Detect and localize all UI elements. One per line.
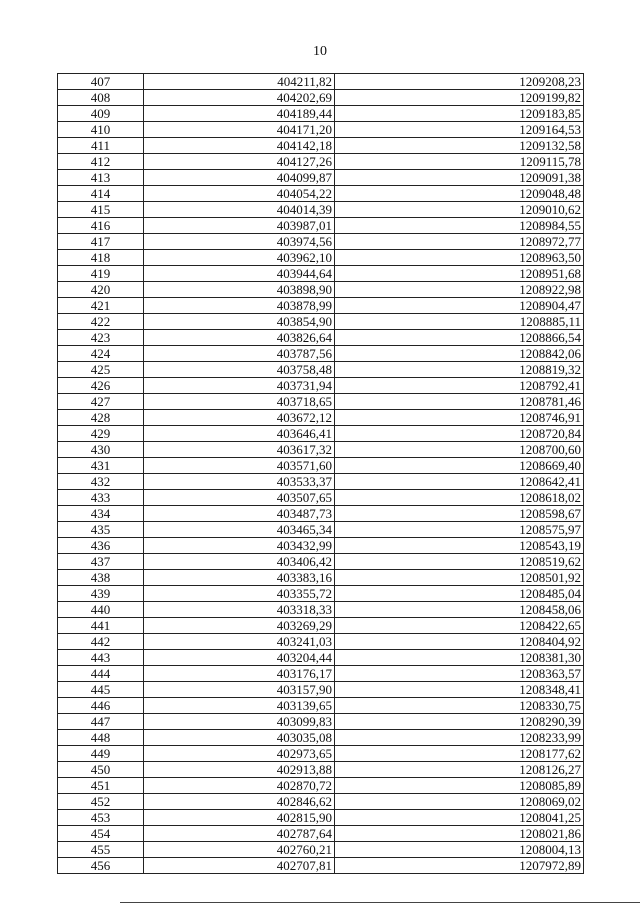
point-number-cell: 454 xyxy=(58,826,144,842)
table-row xyxy=(58,154,584,170)
y-coordinate-cell: 1208330,75 xyxy=(335,698,584,714)
y-coordinate-cell: 1208363,57 xyxy=(335,666,584,682)
point-number-cell: 436 xyxy=(58,538,144,554)
table-row xyxy=(58,330,584,346)
table-row xyxy=(58,90,584,106)
y-coordinate-cell: 1208951,68 xyxy=(335,266,584,282)
x-coordinate-cell: 403318,33 xyxy=(144,602,335,618)
x-coordinate-cell: 402846,62 xyxy=(144,794,335,810)
point-number-cell: 409 xyxy=(58,106,144,122)
table-row xyxy=(58,602,584,618)
table-row xyxy=(58,842,584,858)
table-row xyxy=(58,858,584,874)
table-row xyxy=(58,490,584,506)
y-coordinate-cell: 1208422,65 xyxy=(335,618,584,634)
y-coordinate-cell: 1208085,89 xyxy=(335,778,584,794)
point-number-cell: 444 xyxy=(58,666,144,682)
point-number-cell: 455 xyxy=(58,842,144,858)
table-row xyxy=(58,746,584,762)
table-row xyxy=(58,634,584,650)
x-coordinate-cell: 404189,44 xyxy=(144,106,335,122)
y-coordinate-cell: 1208984,55 xyxy=(335,218,584,234)
y-coordinate-cell: 1209164,53 xyxy=(335,122,584,138)
y-coordinate-cell: 1208233,99 xyxy=(335,730,584,746)
x-coordinate-cell: 404014,39 xyxy=(144,202,335,218)
table-row xyxy=(58,186,584,202)
y-coordinate-cell: 1208458,06 xyxy=(335,602,584,618)
x-coordinate-cell: 403406,42 xyxy=(144,554,335,570)
point-number-cell: 453 xyxy=(58,810,144,826)
x-coordinate-cell: 403787,56 xyxy=(144,346,335,362)
point-number-cell: 426 xyxy=(58,378,144,394)
table-row xyxy=(58,570,584,586)
x-coordinate-cell: 404211,82 xyxy=(144,74,335,90)
y-coordinate-cell: 1208501,92 xyxy=(335,570,584,586)
point-number-cell: 427 xyxy=(58,394,144,410)
table-row xyxy=(58,202,584,218)
point-number-cell: 411 xyxy=(58,138,144,154)
y-coordinate-cell: 1208519,62 xyxy=(335,554,584,570)
y-coordinate-cell: 1208885,11 xyxy=(335,314,584,330)
point-number-cell: 419 xyxy=(58,266,144,282)
y-coordinate-cell: 1209183,85 xyxy=(335,106,584,122)
point-number-cell: 420 xyxy=(58,282,144,298)
y-coordinate-cell: 1208381,30 xyxy=(335,650,584,666)
point-number-cell: 421 xyxy=(58,298,144,314)
x-coordinate-cell: 402707,81 xyxy=(144,858,335,874)
point-number-cell: 443 xyxy=(58,650,144,666)
y-coordinate-cell: 1208177,62 xyxy=(335,746,584,762)
x-coordinate-cell: 402870,72 xyxy=(144,778,335,794)
y-coordinate-cell: 1208004,13 xyxy=(335,842,584,858)
x-coordinate-cell: 403617,32 xyxy=(144,442,335,458)
table-row xyxy=(58,506,584,522)
point-number-cell: 423 xyxy=(58,330,144,346)
y-coordinate-cell: 1208598,67 xyxy=(335,506,584,522)
point-number-cell: 450 xyxy=(58,762,144,778)
point-number-cell: 442 xyxy=(58,634,144,650)
table-row xyxy=(58,650,584,666)
point-number-cell: 412 xyxy=(58,154,144,170)
y-coordinate-cell: 1209048,48 xyxy=(335,186,584,202)
y-coordinate-cell: 1208792,41 xyxy=(335,378,584,394)
y-coordinate-cell: 1208575,97 xyxy=(335,522,584,538)
y-coordinate-cell: 1208041,25 xyxy=(335,810,584,826)
point-number-cell: 446 xyxy=(58,698,144,714)
point-number-cell: 414 xyxy=(58,186,144,202)
x-coordinate-cell: 402913,88 xyxy=(144,762,335,778)
y-coordinate-cell: 1208290,39 xyxy=(335,714,584,730)
y-coordinate-cell: 1208543,19 xyxy=(335,538,584,554)
x-coordinate-cell: 403718,65 xyxy=(144,394,335,410)
table-row xyxy=(58,122,584,138)
x-coordinate-cell: 403432,99 xyxy=(144,538,335,554)
x-coordinate-cell: 403854,90 xyxy=(144,314,335,330)
point-number-cell: 431 xyxy=(58,458,144,474)
table-row xyxy=(58,266,584,282)
table-row xyxy=(58,618,584,634)
y-coordinate-cell: 1208922,98 xyxy=(335,282,584,298)
point-number-cell: 434 xyxy=(58,506,144,522)
table-row xyxy=(58,666,584,682)
x-coordinate-cell: 403204,44 xyxy=(144,650,335,666)
y-coordinate-cell: 1209199,82 xyxy=(335,90,584,106)
y-coordinate-cell: 1208669,40 xyxy=(335,458,584,474)
x-coordinate-cell: 402973,65 xyxy=(144,746,335,762)
point-number-cell: 432 xyxy=(58,474,144,490)
point-number-cell: 440 xyxy=(58,602,144,618)
x-coordinate-cell: 402760,21 xyxy=(144,842,335,858)
x-coordinate-cell: 403672,12 xyxy=(144,410,335,426)
x-coordinate-cell: 404127,26 xyxy=(144,154,335,170)
table-row xyxy=(58,826,584,842)
y-coordinate-cell: 1208485,04 xyxy=(335,586,584,602)
y-coordinate-cell: 1209132,58 xyxy=(335,138,584,154)
point-number-cell: 407 xyxy=(58,74,144,90)
point-number-cell: 433 xyxy=(58,490,144,506)
x-coordinate-cell: 403487,73 xyxy=(144,506,335,522)
table-row xyxy=(58,458,584,474)
y-coordinate-cell: 1208618,02 xyxy=(335,490,584,506)
table-row xyxy=(58,250,584,266)
table-row xyxy=(58,442,584,458)
table-row xyxy=(58,474,584,490)
x-coordinate-cell: 404171,20 xyxy=(144,122,335,138)
table-row xyxy=(58,282,584,298)
y-coordinate-cell: 1208972,77 xyxy=(335,234,584,250)
y-coordinate-cell: 1208842,06 xyxy=(335,346,584,362)
y-coordinate-cell: 1208700,60 xyxy=(335,442,584,458)
point-number-cell: 410 xyxy=(58,122,144,138)
table-row xyxy=(58,778,584,794)
x-coordinate-cell: 403571,60 xyxy=(144,458,335,474)
point-number-cell: 456 xyxy=(58,858,144,874)
x-coordinate-cell: 403139,65 xyxy=(144,698,335,714)
x-coordinate-cell: 403987,01 xyxy=(144,218,335,234)
x-coordinate-cell: 403176,17 xyxy=(144,666,335,682)
point-number-cell: 413 xyxy=(58,170,144,186)
page-number: 10 xyxy=(313,44,327,59)
point-number-cell: 428 xyxy=(58,410,144,426)
y-coordinate-cell: 1208720,84 xyxy=(335,426,584,442)
y-coordinate-cell: 1208069,02 xyxy=(335,794,584,810)
table-row xyxy=(58,538,584,554)
point-number-cell: 416 xyxy=(58,218,144,234)
table-row xyxy=(58,762,584,778)
table-row xyxy=(58,378,584,394)
point-number-cell: 439 xyxy=(58,586,144,602)
point-number-cell: 408 xyxy=(58,90,144,106)
x-coordinate-cell: 403241,03 xyxy=(144,634,335,650)
y-coordinate-cell: 1209208,23 xyxy=(335,74,584,90)
table-row xyxy=(58,362,584,378)
point-number-cell: 418 xyxy=(58,250,144,266)
x-coordinate-cell: 403974,56 xyxy=(144,234,335,250)
y-coordinate-cell: 1208746,91 xyxy=(335,410,584,426)
table-row xyxy=(58,522,584,538)
y-coordinate-cell: 1208904,47 xyxy=(335,298,584,314)
x-coordinate-cell: 404054,22 xyxy=(144,186,335,202)
table-row xyxy=(58,298,584,314)
y-coordinate-cell: 1208866,54 xyxy=(335,330,584,346)
table-row xyxy=(58,682,584,698)
table-row xyxy=(58,410,584,426)
table-row xyxy=(58,794,584,810)
table-row xyxy=(58,170,584,186)
x-coordinate-cell: 403646,41 xyxy=(144,426,335,442)
y-coordinate-cell: 1209091,38 xyxy=(335,170,584,186)
point-number-cell: 424 xyxy=(58,346,144,362)
y-coordinate-cell: 1207972,89 xyxy=(335,858,584,874)
y-coordinate-cell: 1208963,50 xyxy=(335,250,584,266)
point-number-cell: 441 xyxy=(58,618,144,634)
x-coordinate-cell: 403826,64 xyxy=(144,330,335,346)
y-coordinate-cell: 1208021,86 xyxy=(335,826,584,842)
table-row xyxy=(58,714,584,730)
table-row xyxy=(58,810,584,826)
table-row xyxy=(58,346,584,362)
x-coordinate-cell: 402815,90 xyxy=(144,810,335,826)
point-number-cell: 447 xyxy=(58,714,144,730)
x-coordinate-cell: 404142,18 xyxy=(144,138,335,154)
point-number-cell: 437 xyxy=(58,554,144,570)
table-row xyxy=(58,106,584,122)
x-coordinate-cell: 403731,94 xyxy=(144,378,335,394)
y-coordinate-cell: 1208404,92 xyxy=(335,634,584,650)
table-row xyxy=(58,554,584,570)
coordinates-table xyxy=(57,73,584,874)
point-number-cell: 435 xyxy=(58,522,144,538)
x-coordinate-cell: 403878,99 xyxy=(144,298,335,314)
point-number-cell: 425 xyxy=(58,362,144,378)
table-row xyxy=(58,218,584,234)
y-coordinate-cell: 1208642,41 xyxy=(335,474,584,490)
y-coordinate-cell: 1208781,46 xyxy=(335,394,584,410)
y-coordinate-cell: 1209010,62 xyxy=(335,202,584,218)
point-number-cell: 430 xyxy=(58,442,144,458)
y-coordinate-cell: 1208126,27 xyxy=(335,762,584,778)
point-number-cell: 452 xyxy=(58,794,144,810)
table-row xyxy=(58,426,584,442)
point-number-cell: 438 xyxy=(58,570,144,586)
x-coordinate-cell: 403962,10 xyxy=(144,250,335,266)
y-coordinate-cell: 1209115,78 xyxy=(335,154,584,170)
point-number-cell: 422 xyxy=(58,314,144,330)
point-number-cell: 417 xyxy=(58,234,144,250)
y-coordinate-cell: 1208819,32 xyxy=(335,362,584,378)
x-coordinate-cell: 402787,64 xyxy=(144,826,335,842)
x-coordinate-cell: 403758,48 xyxy=(144,362,335,378)
table-row xyxy=(58,730,584,746)
x-coordinate-cell: 403944,64 xyxy=(144,266,335,282)
x-coordinate-cell: 403269,29 xyxy=(144,618,335,634)
x-coordinate-cell: 403355,72 xyxy=(144,586,335,602)
table-row xyxy=(58,586,584,602)
table-row xyxy=(58,138,584,154)
point-number-cell: 448 xyxy=(58,730,144,746)
x-coordinate-cell: 404099,87 xyxy=(144,170,335,186)
coordinates-table-body xyxy=(58,74,584,874)
point-number-cell: 415 xyxy=(58,202,144,218)
x-coordinate-cell: 403507,65 xyxy=(144,490,335,506)
table-row xyxy=(58,74,584,90)
x-coordinate-cell: 403898,90 xyxy=(144,282,335,298)
bottom-divider xyxy=(120,902,640,903)
x-coordinate-cell: 403035,08 xyxy=(144,730,335,746)
table-row xyxy=(58,234,584,250)
x-coordinate-cell: 403465,34 xyxy=(144,522,335,538)
x-coordinate-cell: 403099,83 xyxy=(144,714,335,730)
y-coordinate-cell: 1208348,41 xyxy=(335,682,584,698)
point-number-cell: 451 xyxy=(58,778,144,794)
x-coordinate-cell: 403383,16 xyxy=(144,570,335,586)
x-coordinate-cell: 403533,37 xyxy=(144,474,335,490)
x-coordinate-cell: 404202,69 xyxy=(144,90,335,106)
table-row xyxy=(58,314,584,330)
x-coordinate-cell: 403157,90 xyxy=(144,682,335,698)
table-row xyxy=(58,698,584,714)
point-number-cell: 445 xyxy=(58,682,144,698)
point-number-cell: 449 xyxy=(58,746,144,762)
table-row xyxy=(58,394,584,410)
point-number-cell: 429 xyxy=(58,426,144,442)
